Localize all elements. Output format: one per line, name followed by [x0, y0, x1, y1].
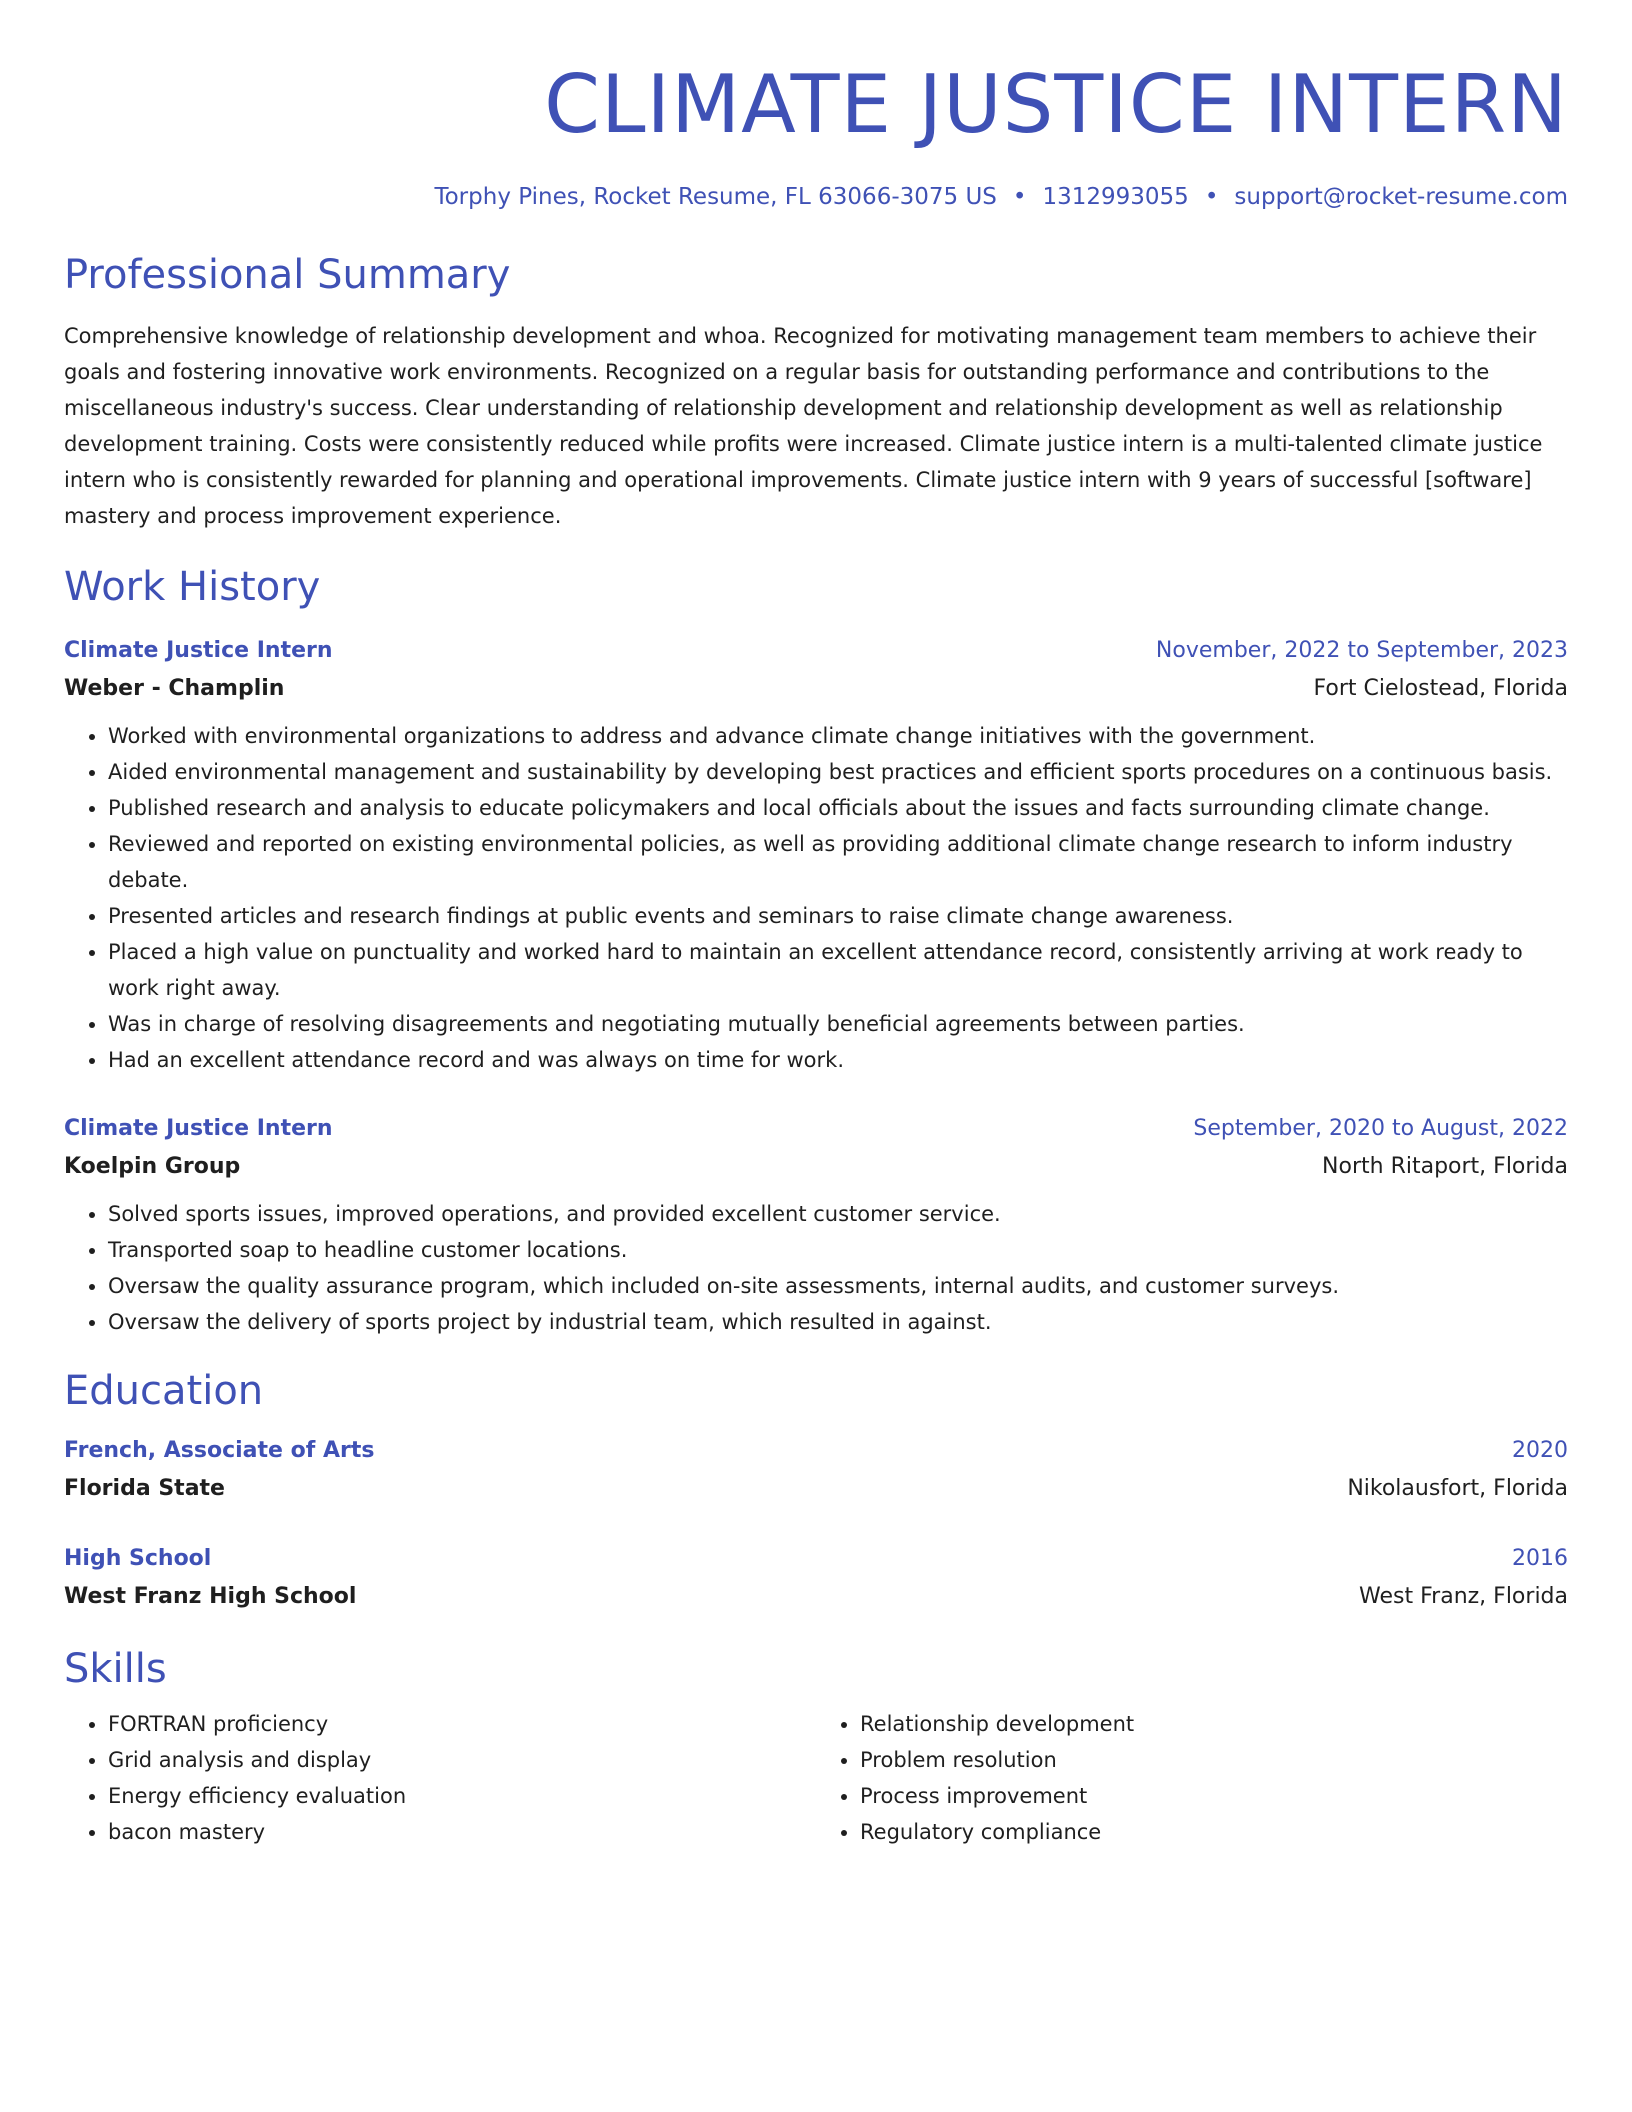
contact-separator: •: [1012, 184, 1027, 210]
job-company: Weber - Champlin: [64, 676, 285, 701]
job-bullet: • Published research and analysis to educate policymakers and local officials about the issues and facts surrounding climate change.: [108, 790, 1568, 826]
job-bullet: • Aided environmental management and sustainability by developing best practices and efficient sports procedures on a continuous basis.: [108, 754, 1568, 790]
education-header-row: [64, 1540, 1568, 1578]
applicant-title: CLIMATE JUSTICE INTERN: [544, 58, 1568, 151]
job-company-row: [64, 1148, 1568, 1186]
job-bullet: • Had an excellent attendance record and was always on time for work.: [108, 1042, 1568, 1078]
job-bullet: • Worked with environmental organizations to address and advance climate change initiatives with the government.: [108, 718, 1568, 754]
job-bullet: • Oversaw the delivery of sports project by industrial team, which resulted in against.: [108, 1304, 1568, 1340]
summary-heading: Professional Summary: [64, 252, 511, 298]
job-bullet: • Placed a high value on punctuality and worked hard to maintain an excellent attendance record, consistently arriving at work ready to work right away.: [108, 934, 1568, 1006]
education-year: 2016: [1512, 1546, 1568, 1571]
skill-item: • Grid analysis and display: [108, 1742, 816, 1778]
education-entry: [64, 1540, 1568, 1616]
job-bullet: • Presented articles and research findings at public events and seminars to raise climate change awareness.: [108, 898, 1568, 934]
job-role: Climate Justice Intern: [64, 1116, 333, 1141]
job-dates: September, 2020 to August, 2022: [1193, 1116, 1568, 1141]
job-bullet: • Reviewed and reported on existing environmental policies, as well as providing additional climate change research to inform industry debate.: [108, 826, 1568, 898]
job-entry: [64, 632, 1568, 1078]
job-entry: [64, 1110, 1568, 1340]
resume-header: [64, 50, 1568, 212]
education-degree: High School: [64, 1546, 212, 1571]
work-history-heading: Work History: [64, 564, 321, 610]
education-school-row: [64, 1470, 1568, 1508]
education-school-row: [64, 1578, 1568, 1616]
skill-item: • FORTRAN proficiency: [108, 1706, 816, 1742]
education-school: West Franz High School: [64, 1584, 357, 1609]
education-location: Nikolausfort, Florida: [1347, 1476, 1568, 1501]
education-heading: Education: [64, 1368, 264, 1414]
education-header-row: [64, 1432, 1568, 1470]
skill-item: • bacon mastery: [108, 1814, 816, 1850]
job-company-row: [64, 670, 1568, 708]
contact-separator: •: [1204, 184, 1219, 210]
job-role: Climate Justice Intern: [64, 638, 333, 663]
job-header-row: [64, 1110, 1568, 1148]
contact-address: Torphy Pines, Rocket Resume, FL 63066-3075 US: [434, 184, 997, 210]
skill-item: • Relationship development: [860, 1706, 1568, 1742]
education-year: 2020: [1512, 1438, 1568, 1463]
summary-text: Comprehensive knowledge of relationship development and whoa. Recognized for motivating management team members to achieve their goals and fostering innovative work environments. Recognized on a regular basis for outstanding performance and contributions to the miscellaneous industry's success. Clear understanding of relationship development and relationship development as well as relationship development training. Costs were consistently reduced while profits were increased. Climate justice intern is a multi-talented climate justice intern who is consistently rewarded for planning and operational improvements. Climate justice intern with 9 years of successful [software] mastery and process improvement experience.: [64, 324, 1543, 528]
job-dates: November, 2022 to September, 2023: [1155, 638, 1568, 663]
education-school: Florida State: [64, 1476, 225, 1501]
contact-email: support@rocket-resume.com: [1234, 184, 1568, 210]
education-entry: [64, 1432, 1568, 1508]
job-bullet: • Transported soap to headline customer locations.: [108, 1232, 1568, 1268]
skill-item: • Regulatory compliance: [860, 1814, 1568, 1850]
skills-list-right: [816, 1706, 1568, 1850]
job-location: North Ritaport, Florida: [1322, 1154, 1568, 1179]
job-bullets: [64, 1196, 1568, 1340]
job-bullet: • Oversaw the quality assurance program, which included on-site assessments, internal audits, and customer surveys.: [108, 1268, 1568, 1304]
contact-phone: 1312993055: [1042, 184, 1189, 210]
contact-line: [64, 182, 1568, 212]
job-bullet: • Was in charge of resolving disagreements and negotiating mutually beneficial agreements between parties.: [108, 1006, 1568, 1042]
job-company: Koelpin Group: [64, 1154, 241, 1179]
skills-heading: Skills: [64, 1646, 167, 1692]
job-header-row: [64, 632, 1568, 670]
skills-grid: [64, 1706, 1568, 1850]
skill-item: • Process improvement: [860, 1778, 1568, 1814]
skill-item: • Problem resolution: [860, 1742, 1568, 1778]
education-degree: French, Associate of Arts: [64, 1438, 375, 1463]
education-location: West Franz, Florida: [1359, 1584, 1568, 1609]
job-location: Fort Cielostead, Florida: [1313, 676, 1568, 701]
job-bullet: • Solved sports issues, improved operations, and provided excellent customer service.: [108, 1196, 1568, 1232]
skills-list-left: [64, 1706, 816, 1850]
skill-item: • Energy efficiency evaluation: [108, 1778, 816, 1814]
job-bullets: [64, 718, 1568, 1078]
